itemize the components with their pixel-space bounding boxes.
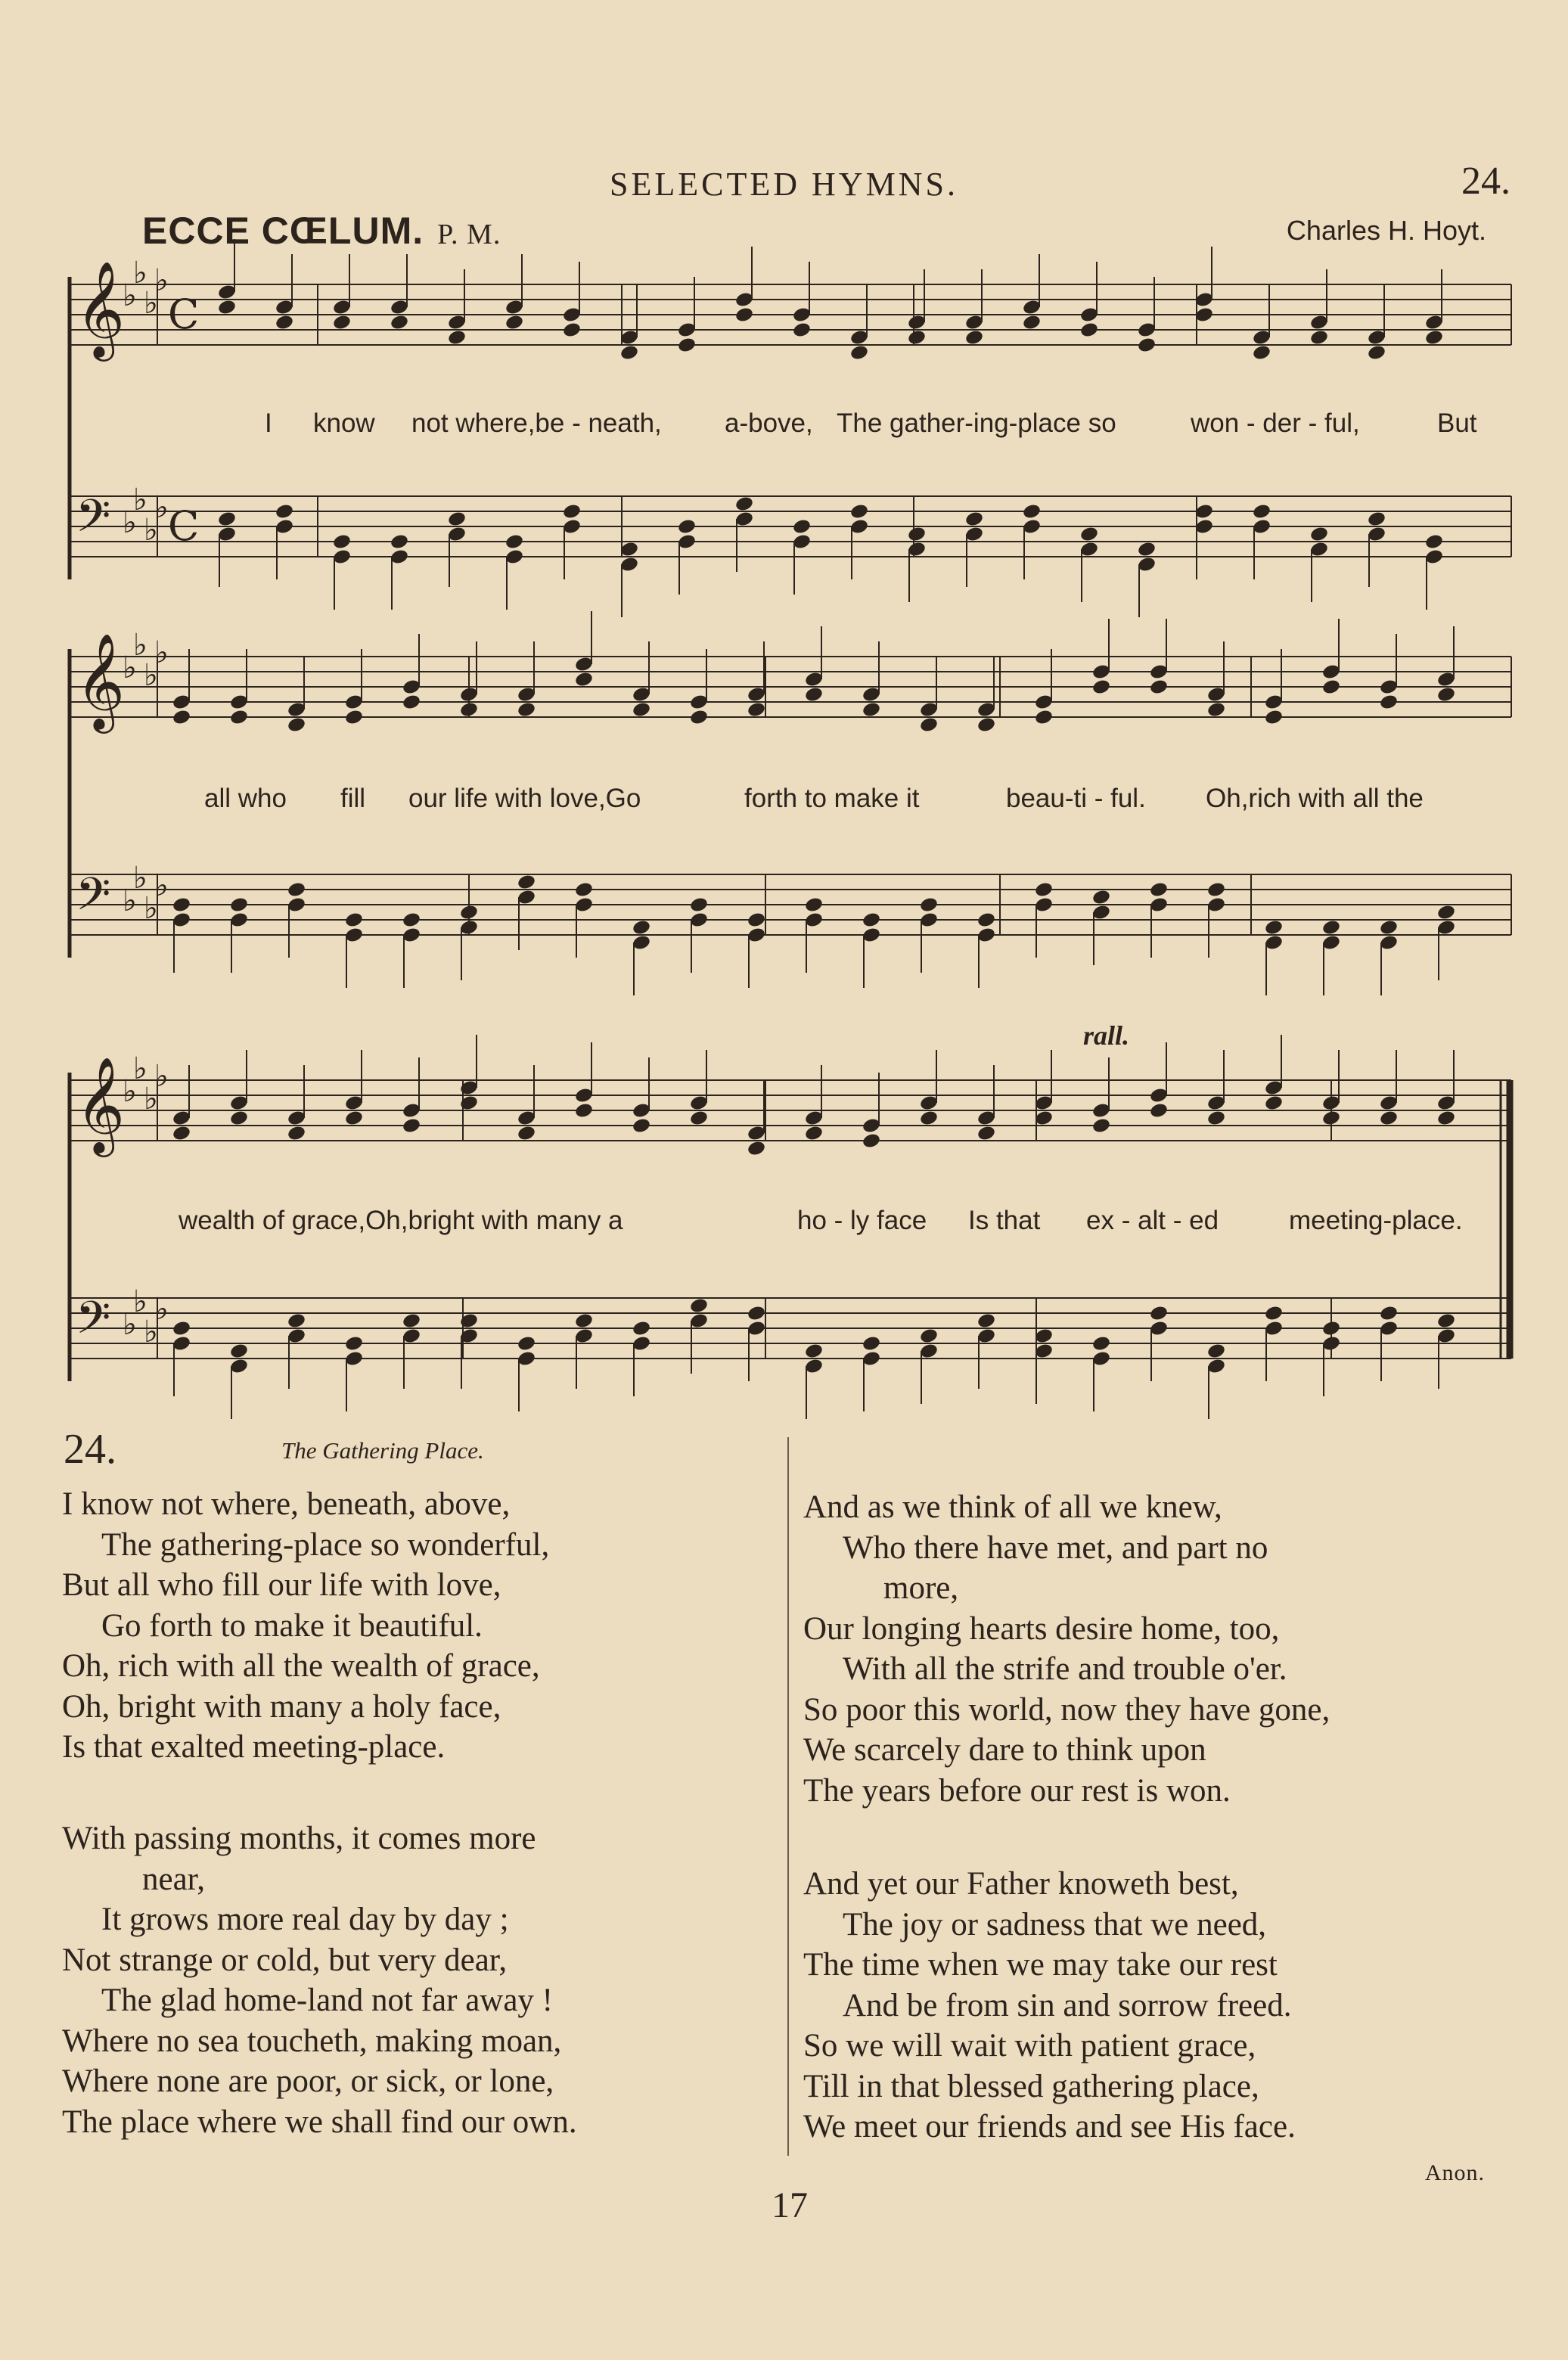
note-head — [1034, 709, 1054, 726]
note-head — [217, 299, 237, 316]
lyric-syllable: Is that — [968, 1206, 1041, 1235]
note-head — [287, 1125, 306, 1142]
lyric-syllable: meeting-place. — [1289, 1206, 1463, 1235]
note-head — [1264, 1305, 1284, 1322]
hymn-author: Anon. — [1424, 2160, 1485, 2185]
flat-sign: ♭ — [123, 1074, 137, 1109]
verse-line: Who there have met, and part no — [843, 1529, 1268, 1566]
note-head — [574, 1102, 594, 1119]
time-signature: C — [168, 502, 200, 550]
note-head — [862, 1132, 881, 1150]
verse-line: I know not where, beneath, above, — [62, 1486, 511, 1522]
note-head — [332, 533, 352, 551]
stanza — [803, 1487, 1330, 1811]
lyric-syllable: But — [1437, 408, 1477, 438]
flat-sign: ♭ — [144, 286, 158, 321]
note-head — [275, 503, 294, 520]
note-head — [1137, 337, 1157, 354]
note-head — [632, 1320, 651, 1337]
note-head — [1149, 678, 1169, 696]
lyric-syllable: our life with love,Go — [408, 784, 641, 813]
note-head — [1206, 881, 1226, 899]
note-head — [1091, 1335, 1111, 1352]
note-head — [1321, 678, 1341, 696]
hymn-number: 24. — [64, 1426, 116, 1473]
note-head — [1022, 314, 1042, 331]
verse-line: And be from sin and sorrow freed. — [843, 1987, 1292, 2023]
note-head — [402, 694, 421, 711]
note-head — [849, 344, 869, 362]
note-head — [964, 511, 984, 528]
note-head — [1264, 919, 1284, 936]
verse-line: Our longing hearts desire home, too, — [803, 1610, 1280, 1647]
note-head — [919, 1328, 939, 1345]
verse-line: Go forth to make it beautiful. — [101, 1607, 483, 1644]
note-head — [1079, 321, 1099, 339]
lyric-syllable: not where,be - neath, — [411, 408, 662, 438]
note-head — [229, 709, 249, 726]
note-head — [172, 1125, 191, 1142]
note-head — [792, 518, 812, 536]
note-head — [919, 896, 939, 914]
note-head — [1424, 329, 1444, 346]
flat-sign: ♭ — [133, 256, 147, 290]
verse-line: Is that exalted meeting-place. — [62, 1729, 446, 1765]
note-head — [517, 1335, 536, 1352]
note-head — [632, 1117, 651, 1135]
note-head — [517, 874, 536, 891]
note-head — [849, 503, 869, 520]
note-head — [747, 1305, 766, 1322]
note-head — [402, 911, 421, 929]
stanza — [62, 1484, 549, 1768]
lyric-syllable: won - der - ful, — [1191, 408, 1360, 438]
flat-sign: ♭ — [123, 505, 137, 540]
flat-sign: ♭ — [154, 490, 169, 525]
note-head — [1034, 881, 1054, 899]
note-head — [402, 1117, 421, 1135]
composer: Charles H. Hoyt. — [1286, 215, 1486, 246]
flat-sign: ♭ — [133, 1284, 147, 1319]
note-head — [390, 533, 409, 551]
verse-line: more, — [883, 1570, 959, 1606]
note-head — [1149, 881, 1169, 899]
flat-sign: ♭ — [123, 278, 137, 313]
note-head — [1079, 526, 1099, 543]
note-head — [907, 329, 927, 346]
note-head — [1309, 526, 1329, 543]
lyric-syllable: ex - alt - ed — [1086, 1206, 1219, 1235]
note-head — [447, 511, 467, 528]
treble-clef: 𝄞 — [76, 632, 126, 729]
flat-sign: ♭ — [144, 1082, 158, 1116]
note-head — [275, 314, 294, 331]
note-head — [862, 911, 881, 929]
note-head — [1309, 329, 1329, 346]
note-head — [344, 1110, 364, 1127]
note-head — [1379, 694, 1399, 711]
verse-line: Oh, rich with all the wealth of grace, — [62, 1648, 540, 1684]
flat-sign: ♭ — [154, 635, 169, 670]
hymn-subtitle: The Gathering Place. — [281, 1437, 484, 1464]
note-head — [229, 1110, 249, 1127]
note-head — [1367, 344, 1386, 362]
note-head — [574, 1312, 594, 1330]
flat-sign: ♭ — [154, 1292, 169, 1327]
note-head — [907, 526, 927, 543]
time-signature: C — [168, 290, 200, 338]
note-head — [459, 1312, 479, 1330]
verse-line: Not strange or cold, but very dear, — [62, 1942, 508, 1978]
note-head — [1321, 919, 1341, 936]
flat-sign: ♭ — [133, 483, 147, 517]
note-head — [747, 1140, 766, 1157]
note-head — [1022, 503, 1042, 520]
note-head — [459, 904, 479, 921]
note-head — [505, 533, 524, 551]
verse-line: We scarcely dare to think upon — [803, 1732, 1206, 1768]
verse-line: The glad home-land not far away ! — [101, 1983, 553, 2018]
note-head — [1137, 541, 1157, 558]
treble-clef: 𝄞 — [76, 260, 126, 357]
bass-clef: 𝄢 — [76, 489, 111, 553]
running-head: SELECTED HYMNS. — [610, 166, 958, 203]
note-head — [804, 1125, 824, 1142]
flat-sign: ♭ — [144, 1315, 158, 1349]
note-head — [447, 329, 467, 346]
note-head — [689, 896, 709, 914]
note-head — [574, 881, 594, 899]
lyric-syllable: fill — [340, 784, 366, 813]
verse-line: The years before our rest is won. — [803, 1772, 1231, 1809]
verse-line: Till in that blessed gathering place, — [803, 2068, 1259, 2104]
lyric-syllable: a-bove, — [725, 408, 813, 438]
note-head — [632, 701, 651, 719]
verse-line: Where none are poor, or sick, or lone, — [62, 2063, 554, 2099]
note-head — [862, 701, 881, 719]
note-head — [792, 321, 812, 339]
treble-clef: 𝄞 — [76, 1056, 126, 1153]
note-head — [689, 709, 709, 726]
note-head — [632, 919, 651, 936]
note-head — [1149, 1305, 1169, 1322]
lyric-syllable: forth to make it — [744, 784, 920, 813]
flat-sign: ♭ — [154, 263, 169, 298]
note-head — [517, 1125, 536, 1142]
lyric-syllable: beau-ti - ful. — [1006, 784, 1146, 813]
folio-number: 17 — [772, 2185, 808, 2225]
flat-sign: ♭ — [133, 1051, 147, 1086]
note-head — [1252, 503, 1271, 520]
note-head — [172, 1320, 191, 1337]
note-head — [517, 701, 536, 719]
bass-clef: 𝄢 — [76, 1291, 111, 1355]
note-head — [1436, 1312, 1456, 1330]
verse-line: And yet our Father knoweth best, — [803, 1866, 1239, 1902]
note-head — [229, 896, 249, 914]
note-head — [459, 701, 479, 719]
note-head — [344, 911, 364, 929]
note-head — [574, 671, 594, 688]
note-head — [619, 344, 639, 362]
note-head — [804, 896, 824, 914]
note-head — [1206, 1343, 1226, 1360]
note-head — [747, 911, 766, 929]
stanza — [62, 1818, 577, 2142]
verse-line: Oh, bright with many a holy face, — [62, 1688, 501, 1725]
bass-clef: 𝄢 — [76, 868, 111, 931]
verse-line: The joy or sadness that we need, — [843, 1906, 1267, 1942]
note-head — [287, 716, 306, 734]
note-head — [677, 518, 697, 536]
note-head — [562, 321, 582, 339]
verse-line: The gathering-place so wonderful, — [101, 1526, 550, 1563]
lyric-syllable: all who — [204, 784, 287, 813]
note-head — [919, 1110, 939, 1127]
note-head — [1321, 1320, 1341, 1337]
tune-meter: P. M. — [437, 219, 501, 250]
note-head — [804, 1343, 824, 1360]
expression-marking: rall. — [1083, 1020, 1130, 1051]
note-head — [172, 709, 191, 726]
note-head — [862, 1335, 881, 1352]
note-head — [172, 896, 191, 914]
note-head — [919, 716, 939, 734]
flat-sign: ♭ — [123, 883, 137, 918]
flat-sign: ♭ — [133, 628, 147, 663]
note-head — [689, 1110, 709, 1127]
flat-sign: ♭ — [144, 658, 158, 693]
note-head — [1149, 1102, 1169, 1119]
note-head — [1436, 1110, 1456, 1127]
verse-line: But all who fill our life with love, — [62, 1567, 501, 1603]
flat-sign: ♭ — [123, 1307, 137, 1342]
flat-sign: ♭ — [144, 513, 158, 548]
page-number: 24. — [1461, 160, 1511, 203]
note-head — [734, 495, 754, 513]
note-head — [1379, 1305, 1399, 1322]
flat-sign: ♭ — [154, 868, 169, 903]
lyric-syllable: know — [313, 408, 375, 438]
note-head — [402, 1312, 421, 1330]
note-head — [977, 716, 996, 734]
note-head — [459, 1095, 479, 1112]
verse-line: The place where we shall find our own. — [62, 2104, 577, 2140]
note-head — [1252, 344, 1271, 362]
note-head — [964, 329, 984, 346]
note-head — [977, 911, 996, 929]
note-head — [344, 709, 364, 726]
note-head — [562, 503, 582, 520]
note-head — [1264, 709, 1284, 726]
flat-sign: ♭ — [154, 1059, 169, 1094]
verse-line: With all the strife and trouble o'er. — [843, 1651, 1287, 1687]
note-head — [332, 314, 352, 331]
note-head — [390, 314, 409, 331]
note-head — [804, 686, 824, 703]
note-head — [734, 306, 754, 324]
column-divider — [787, 1437, 789, 2156]
note-head — [677, 337, 697, 354]
note-head — [1264, 1095, 1284, 1112]
note-head — [1436, 904, 1456, 921]
note-head — [287, 1312, 306, 1330]
note-head — [689, 1297, 709, 1315]
note-head — [344, 1335, 364, 1352]
verse-line: We meet our friends and see His face. — [803, 2109, 1296, 2144]
verse-line: near, — [142, 1861, 206, 1897]
note-head — [1206, 701, 1226, 719]
note-head — [747, 701, 766, 719]
note-head — [287, 881, 306, 899]
note-head — [1379, 919, 1399, 936]
verse-line: And as we think of all we knew, — [803, 1489, 1222, 1525]
lyric-syllable: I — [265, 408, 272, 438]
verse-line: With passing months, it comes more — [62, 1821, 536, 1856]
verse-line: The time when we may take our rest — [803, 1947, 1278, 1983]
note-head — [977, 1125, 996, 1142]
verse-line: So we will wait with patient grace, — [803, 2028, 1256, 2063]
lyric-syllable: ho - ly face — [797, 1206, 927, 1235]
verse-line: So poor this world, now they have gone, — [803, 1691, 1330, 1728]
note-head — [1091, 1117, 1111, 1135]
flat-sign: ♭ — [133, 861, 147, 896]
note-head — [505, 314, 524, 331]
flat-sign: ♭ — [144, 891, 158, 926]
verse-line: It grows more real day by day ; — [101, 1902, 509, 1937]
tune-name: ECCE CŒLUM. — [142, 210, 424, 252]
note-head — [1424, 533, 1444, 551]
verse-line: Where no sea toucheth, making moan, — [62, 2023, 562, 2059]
lyric-syllable: The gather-ing-place so — [837, 408, 1116, 438]
lyric-syllable: Oh,rich with all the — [1206, 784, 1424, 813]
note-head — [1091, 678, 1111, 696]
stanza — [803, 1864, 1296, 2147]
note-head — [229, 1343, 249, 1360]
lyric-syllable: wealth of grace,Oh,bright with many a — [179, 1206, 623, 1235]
note-head — [1091, 889, 1111, 906]
note-head — [217, 511, 237, 528]
note-head — [1436, 686, 1456, 703]
note-head — [1367, 511, 1386, 528]
note-head — [1206, 1110, 1226, 1127]
note-head — [1321, 1110, 1341, 1127]
flat-sign: ♭ — [123, 651, 137, 685]
note-head — [977, 1312, 996, 1330]
note-head — [1379, 1110, 1399, 1127]
